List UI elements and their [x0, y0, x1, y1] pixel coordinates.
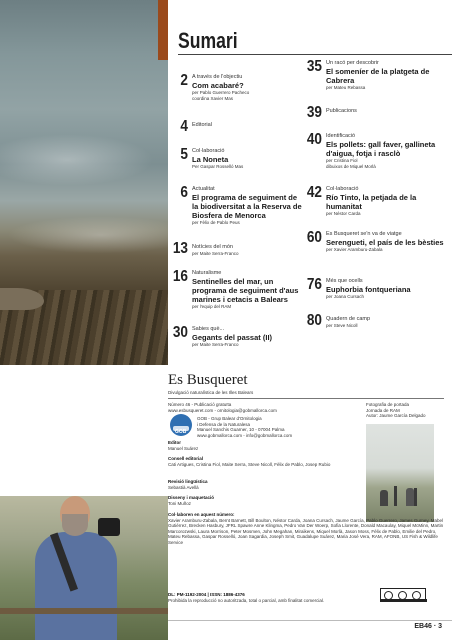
copyright-notice: Prohibida la reproducció no autoritzada, total o parcial, amb finalitat comercial.	[168, 597, 325, 603]
cc-bar	[381, 599, 427, 602]
person-shape	[406, 488, 414, 506]
contributors-heading: Col·laboren en aquest número:	[168, 512, 235, 517]
contributors-block	[168, 512, 444, 546]
toc-section-label: Publicacions	[326, 108, 357, 114]
issue-contact-text: www.esbusqueret.com - ornitologia@gobmallorca.com	[168, 407, 277, 413]
gob-street-text: Manuel Sanchis Guarner, 10 - 07004 Palma	[197, 427, 285, 433]
toc-section-label: Actualitat	[192, 186, 215, 192]
cover-thumbnail	[366, 424, 434, 522]
toc-page-number: 4	[180, 118, 188, 135]
toc-headline: El programa de seguiment de la biodiversitat a la Reserva de Biosfera de Menorca	[192, 193, 302, 220]
editor-block	[168, 440, 358, 451]
toc-byline: per Fèlix de Pablo Peus	[192, 220, 240, 225]
gob-name-text: GOB - Grup Balear d'Ornitologia	[197, 416, 262, 421]
cover-photo-credit	[366, 402, 446, 419]
gob-logo-text: GOB	[175, 429, 187, 435]
toc-section-label: A través de l'objectiu	[192, 74, 243, 80]
toc-headline: Gegants del passat (II)	[192, 333, 273, 342]
toc-page-number: 2	[180, 72, 188, 89]
wave-highlight	[0, 215, 168, 255]
toc-page-number: 5	[180, 146, 188, 163]
design-heading: Disseny i maquetació	[168, 495, 215, 500]
toc-headline: Serengueti, el país de les bèsties	[326, 238, 444, 247]
toc-page-number: 35	[306, 58, 322, 75]
toc-headline: La Noneta	[192, 155, 229, 164]
photographer-photo	[0, 496, 168, 640]
design-block	[168, 495, 358, 506]
toc-section-label: Naturalisme	[192, 270, 222, 276]
magazine-title: Es Busqueret	[168, 372, 248, 388]
toc-section-label: Un racó per descobrir	[326, 60, 379, 66]
masthead-divider	[168, 398, 444, 399]
cover-photo-label: Fotografia de portada	[366, 402, 410, 407]
title-divider	[178, 54, 452, 55]
toc-page-number: 40	[306, 131, 322, 148]
gob-name-text-2: i Defensa de la Naturalesa	[197, 421, 251, 427]
editor-heading: Editor	[168, 440, 181, 445]
toc-page-number: 13	[172, 240, 188, 257]
contributors-names: Xavier Aramburu-Zabala, Bernt Barnett, Bill Boulton, Néstor Carda, Joana Cursach, Jaume García, Pablo Guerrero, James Gurney, Mabel Gutiérrez, Brecken Hasbury, JFRL Spawre Anne Klingma, Pedro Van Der Woerp, Sofia Llorente, Donald Macaulay, Miquel McMinn, Martin Marcorozwski, Laura Morrison, Peter Mosmen, John Megahan, Miraikens, Miquel Morlà, Jason Moss, Fèlix de Pablo, Emilie del Pedro, Mateu Rebassa, Gaspar Rosselló, Joan Sagardia, Joseph Smit, Guadalupe Suárez, Maria José Vera, RAM, AFONB, US Fish & Wildlife Service	[168, 517, 444, 545]
cover-photo-author: Autor: Jaume García Delgado	[366, 413, 426, 419]
cliff-shape	[158, 0, 168, 60]
toc-section-label: Es Busqueret se'n va de viatge	[326, 231, 402, 237]
toc-headline: Río Tinto, la petjada de la humanitat	[326, 193, 417, 211]
cover-photo-event: Jornada de RAM	[366, 407, 400, 413]
footer-divider	[168, 620, 452, 621]
toc-page-number: 16	[172, 268, 188, 285]
page-number: EB46 · 3	[414, 623, 442, 630]
cover-sea-photo	[0, 0, 168, 365]
editorial-board-names: Cati Artigues, Cristina Fiol, Maite Serra, Steve Nicoll, Fèlix de Pablo, Josep Rubio	[168, 461, 331, 467]
issue-number-text: Número 46 - Publicació gratuïta	[168, 402, 232, 407]
toc-page-number: 80	[306, 312, 322, 329]
toc-section-label: Notícies del món	[192, 244, 233, 250]
toc-section-label: Més que ocells	[326, 278, 363, 284]
camera-shape	[98, 518, 120, 536]
toc-page-number: 76	[306, 276, 322, 293]
tripod-shape	[394, 486, 397, 506]
toc-page-number: 30	[172, 324, 188, 341]
toc-byline: per Steve Nicoll	[326, 323, 358, 328]
magazine-subtitle: Divulgació naturalística de les Illes Balears	[168, 390, 254, 395]
toc-page-number: 60	[306, 229, 322, 246]
toc-byline: per Mateu Rebassa	[326, 85, 366, 90]
toc-section-label: Editorial	[192, 122, 212, 128]
toc-headline: Sentinelles del mar, un programa de seguiment d'aus marines i cetacis a Balears	[192, 277, 299, 304]
toc-headline: Com acabaré?	[192, 81, 244, 90]
toc-byline: per Joana Cursach	[326, 294, 365, 299]
toc-section-label: Col·laboració	[326, 186, 359, 192]
sumari-panel	[168, 0, 452, 365]
legal-block	[168, 592, 373, 603]
page-title: Sumari	[178, 28, 238, 53]
toc-section-label: Sabies què...	[192, 326, 225, 332]
toc-page-number: 42	[306, 184, 322, 201]
person-beard-shape	[62, 514, 88, 536]
tripod-shape	[414, 488, 417, 506]
gob-address	[197, 416, 362, 438]
proofreading-heading: Revisió lingüística	[168, 479, 208, 484]
creative-commons-badge	[380, 588, 426, 602]
toc-page-number: 39	[306, 104, 322, 121]
toc-headline: El someníer de la platgeta de Cabrera	[326, 67, 430, 85]
toc-byline: per Néstor Carda	[326, 211, 361, 216]
person-shape	[380, 490, 388, 506]
proofreading-block	[168, 479, 358, 490]
design-name: Toni Muñoz	[168, 500, 192, 506]
proofreading-name: Sebastià Avellà	[168, 484, 199, 490]
toc-byline: per Pablo Guerrero Pacheco coordina Xavier Mas	[192, 90, 250, 101]
toc-byline: per Maite Serra-Franco	[192, 251, 239, 256]
editorial-board-block	[168, 456, 358, 467]
toc-page-number: 6	[180, 184, 188, 201]
issue-info	[168, 402, 358, 413]
toc-headline: Euphorbia fontqueriana	[326, 285, 411, 294]
toc-section-label: Quadern de camp	[326, 316, 371, 322]
toc-section-label: Identificació	[326, 133, 356, 139]
toc-headline: Els pollets: gall faver, gallineta d'aigua, fotja i rasclò	[326, 140, 436, 158]
toc-byline: per Xavier Aramburu-Zabala	[326, 247, 383, 252]
toc-byline: per l'equip del RAM	[192, 304, 232, 309]
toc-section-label: Col·laboració	[192, 148, 225, 154]
wave-highlight	[0, 130, 168, 190]
toc-byline: per Maite Serra-Franco	[192, 342, 239, 347]
fence-shape	[0, 608, 168, 614]
legal-deposit: DL: PM-1192-2004 | ISSN: 1886-4376	[168, 592, 245, 597]
toc-byline: Per Gaspar Rosselló Mas	[192, 164, 244, 169]
toc-byline: per Cristina Fiol dibuixos de Miquel Morlà	[326, 158, 376, 169]
editor-name: Manuel Suárez	[168, 445, 199, 451]
editorial-board-heading: Consell editorial	[168, 456, 204, 461]
gob-web-text: www.gobmallorca.com - info@gobmallorca.com	[197, 432, 293, 438]
